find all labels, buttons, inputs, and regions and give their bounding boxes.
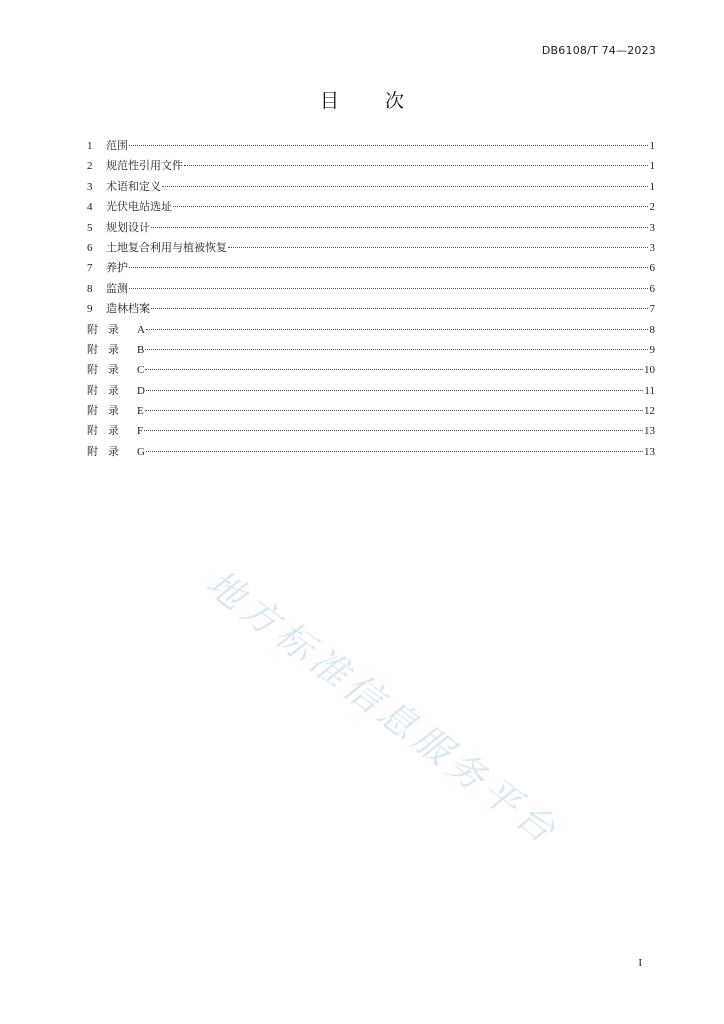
toc-entry[interactable] — [87, 177, 655, 197]
toc-appendix-word: 附录 — [87, 444, 129, 458]
toc-dot-leader — [151, 227, 648, 228]
toc-appendix-word: 附录 — [87, 383, 129, 397]
toc-appendix-letter: B — [137, 343, 145, 356]
toc-appendix-letter: C — [137, 364, 145, 377]
toc-entry-label: 规划设计 — [106, 220, 150, 234]
toc-entry-number: 3 — [87, 180, 93, 193]
toc-entry-number: 4 — [87, 201, 93, 214]
page-number: I — [638, 957, 642, 969]
toc-entry-page: 6 — [649, 282, 655, 295]
toc-entry-page: 1 — [649, 140, 655, 152]
toc-title: 目 次 — [319, 90, 425, 112]
toc-dot-leader — [162, 186, 648, 187]
toc-appendix-entry[interactable] — [87, 381, 655, 401]
toc-entry-page: 12 — [644, 405, 655, 418]
toc-entry[interactable] — [87, 258, 655, 278]
toc-entry-page: 9 — [649, 343, 655, 356]
toc-entry[interactable] — [87, 136, 655, 156]
toc-entry-number: 8 — [87, 282, 93, 295]
toc-dot-leader — [146, 451, 643, 452]
toc-dot-leader — [129, 288, 648, 289]
toc-entry-label: 术语和定义 — [106, 179, 161, 193]
toc-appendix-entry[interactable] — [87, 340, 655, 360]
toc-entry-label: 范围 — [106, 139, 128, 152]
toc-appendix-letter: D — [137, 384, 145, 397]
toc-appendix-entry[interactable] — [87, 421, 655, 441]
toc-appendix-letter: F — [137, 425, 144, 438]
toc-entry-number: 6 — [87, 241, 93, 254]
toc-dot-leader — [144, 430, 643, 431]
toc-entry-number: 9 — [87, 303, 93, 316]
toc-entry-number: 2 — [87, 160, 93, 173]
toc-entry[interactable] — [87, 279, 655, 299]
toc-appendix-word: 附录 — [87, 322, 129, 336]
toc-entry-label: 养护 — [106, 261, 128, 275]
toc-entry-number: 7 — [87, 262, 93, 275]
toc-entry-page: 11 — [644, 384, 655, 397]
toc-appendix-word: 附录 — [87, 424, 129, 438]
toc-entry-number: 1 — [87, 140, 93, 152]
toc-entry-page: 13 — [644, 425, 655, 438]
toc-dot-leader — [145, 349, 648, 350]
toc-entry-label: 规范性引用文件 — [106, 159, 183, 173]
toc-dot-leader — [146, 329, 648, 330]
toc-appendix-entry[interactable] — [87, 360, 655, 380]
toc-appendix-word: 附录 — [87, 342, 129, 356]
toc-dot-leader — [173, 206, 648, 207]
toc-entry-page: 3 — [649, 221, 655, 234]
toc-entry-label: 监测 — [106, 281, 128, 295]
toc-list — [87, 136, 655, 462]
toc-dot-leader — [184, 165, 648, 166]
watermark-text: 地方标准信息服务平台 — [198, 561, 568, 855]
toc-dot-leader — [146, 390, 643, 391]
toc-entry-page: 7 — [649, 303, 655, 316]
toc-appendix-letter: E — [137, 405, 144, 418]
toc-appendix-entry[interactable] — [87, 442, 655, 462]
document-code: DB6108/T 74—2023 — [541, 44, 656, 57]
toc-entry-label: 光伏电站选址 — [106, 200, 172, 214]
toc-entry-page: 6 — [649, 262, 655, 275]
toc-appendix-letter: G — [137, 445, 145, 458]
toc-entry[interactable] — [87, 299, 655, 319]
toc-entry-number: 5 — [87, 221, 93, 234]
toc-dot-leader — [145, 410, 643, 411]
toc-entry-page: 1 — [649, 180, 655, 193]
toc-entry-label: 造林档案 — [106, 302, 150, 316]
toc-entry-page: 13 — [644, 445, 655, 458]
toc-entry-label: 土地复合利用与植被恢复 — [106, 240, 227, 254]
toc-entry-page: 1 — [649, 160, 655, 173]
toc-dot-leader — [129, 145, 648, 146]
toc-appendix-letter: A — [137, 323, 145, 336]
toc-dot-leader — [129, 267, 648, 268]
toc-entry[interactable] — [87, 197, 655, 217]
toc-entry[interactable] — [87, 156, 655, 176]
toc-appendix-entry[interactable] — [87, 401, 655, 421]
toc-appendix-entry[interactable] — [87, 320, 655, 340]
toc-appendix-word: 附录 — [87, 404, 129, 418]
toc-dot-leader — [145, 369, 643, 370]
toc-dot-leader — [228, 247, 648, 248]
toc-entry-page: 10 — [644, 364, 655, 377]
toc-entry[interactable] — [87, 238, 655, 258]
toc-entry-page: 3 — [649, 241, 655, 254]
toc-entry-page: 8 — [649, 323, 655, 336]
toc-appendix-word: 附录 — [87, 363, 129, 377]
toc-entry-page: 2 — [649, 201, 655, 214]
toc-dot-leader — [151, 308, 648, 309]
toc-entry[interactable] — [87, 218, 655, 238]
